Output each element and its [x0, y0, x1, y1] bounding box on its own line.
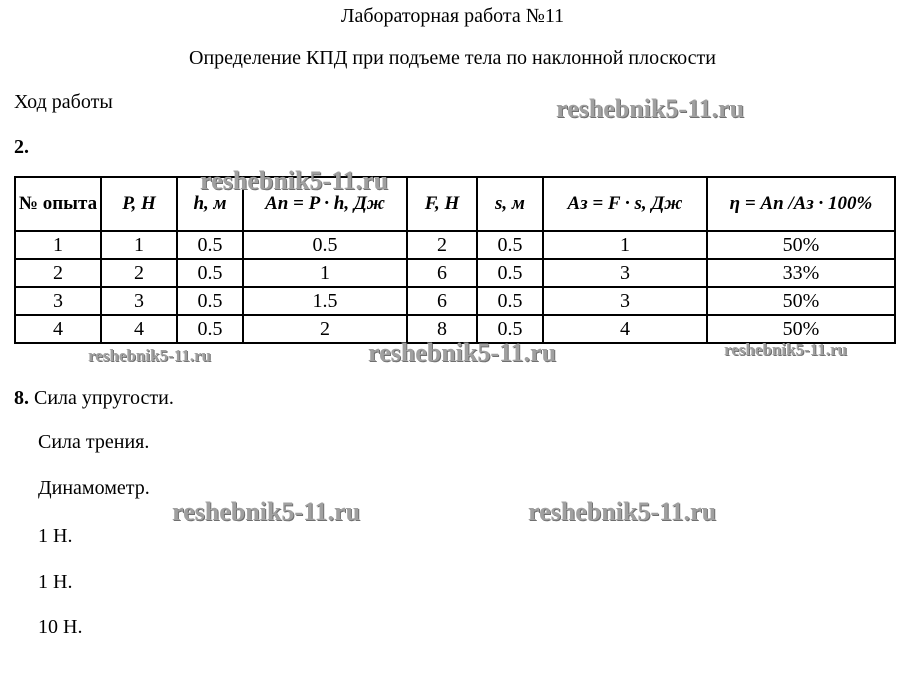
- table-cell: 3: [543, 287, 707, 315]
- table-cell: 8: [407, 315, 477, 343]
- progress-heading: Ход работы: [14, 91, 113, 113]
- table-cell: 0.5: [177, 315, 243, 343]
- answer-8-text: Сила упругости.: [34, 387, 174, 409]
- col-header-s: s, м: [477, 177, 543, 231]
- col-header-f: F, Н: [407, 177, 477, 231]
- table-cell: 50%: [707, 231, 895, 259]
- lab-title: Лабораторная работа №11: [340, 5, 565, 27]
- col-header-h: h, м: [177, 177, 243, 231]
- watermark: reshebnik5-11.ru: [724, 340, 847, 359]
- table-cell: 4: [15, 315, 101, 343]
- table-cell: 2: [407, 231, 477, 259]
- table-header-row: [15, 177, 895, 231]
- table-cell: 3: [101, 287, 177, 315]
- table-cell: 0.5: [477, 259, 543, 287]
- answer-line: 10 Н.: [38, 616, 83, 638]
- table-cell: 0.5: [177, 259, 243, 287]
- table-cell: 0.5: [177, 287, 243, 315]
- table-cell: 2: [15, 259, 101, 287]
- table-cell: 3: [543, 259, 707, 287]
- table-cell: 50%: [707, 287, 895, 315]
- table-cell: 1: [101, 231, 177, 259]
- watermark: reshebnik5-11.ru: [528, 497, 717, 526]
- table-cell: 50%: [707, 315, 895, 343]
- answer-8-number: 8.: [14, 387, 29, 409]
- answer-line: 1 Н.: [38, 525, 73, 547]
- answer-8: [14, 387, 174, 410]
- table-cell: 4: [543, 315, 707, 343]
- lab-subtitle: Определение КПД при подъеме тела по наклонной плоскости: [189, 47, 716, 69]
- watermark: reshebnik5-11.ru: [200, 166, 389, 195]
- watermark: reshebnik5-11.ru: [172, 497, 361, 526]
- table-cell: 6: [407, 287, 477, 315]
- col-header-p: P, Н: [101, 177, 177, 231]
- table-row: [15, 259, 895, 287]
- table-row: [15, 315, 895, 343]
- table-cell: 1.5: [243, 287, 407, 315]
- col-header-useful-work: Aп = P · h, Дж: [243, 177, 407, 231]
- watermark: reshebnik5-11.ru: [556, 94, 745, 123]
- table-row: [15, 231, 895, 259]
- table-cell: 0.5: [177, 231, 243, 259]
- table-cell: 6: [407, 259, 477, 287]
- table-cell: 1: [543, 231, 707, 259]
- table-cell: 1: [243, 259, 407, 287]
- answer-line: Динамометр.: [38, 477, 150, 499]
- table-cell: 1: [15, 231, 101, 259]
- table-cell: 0.5: [477, 287, 543, 315]
- table-cell: 0.5: [477, 231, 543, 259]
- table-cell: 2: [101, 259, 177, 287]
- answer-line: 1 Н.: [38, 571, 73, 593]
- table-cell: 4: [101, 315, 177, 343]
- results-table: [14, 176, 896, 344]
- table-cell: 33%: [707, 259, 895, 287]
- table-cell: 2: [243, 315, 407, 343]
- col-header-efficiency: η = Aп /Aз · 100%: [707, 177, 895, 231]
- col-header-experiment: № опыта: [15, 177, 101, 231]
- watermark: reshebnik5-11.ru: [368, 338, 557, 367]
- table-cell: 0.5: [477, 315, 543, 343]
- section-2-number: 2.: [14, 136, 29, 158]
- answer-line: Сила трения.: [38, 431, 150, 453]
- table-cell: 0.5: [243, 231, 407, 259]
- table-cell: 3: [15, 287, 101, 315]
- col-header-total-work: Aз = F · s, Дж: [543, 177, 707, 231]
- table-row: [15, 287, 895, 315]
- watermark: reshebnik5-11.ru: [88, 346, 211, 365]
